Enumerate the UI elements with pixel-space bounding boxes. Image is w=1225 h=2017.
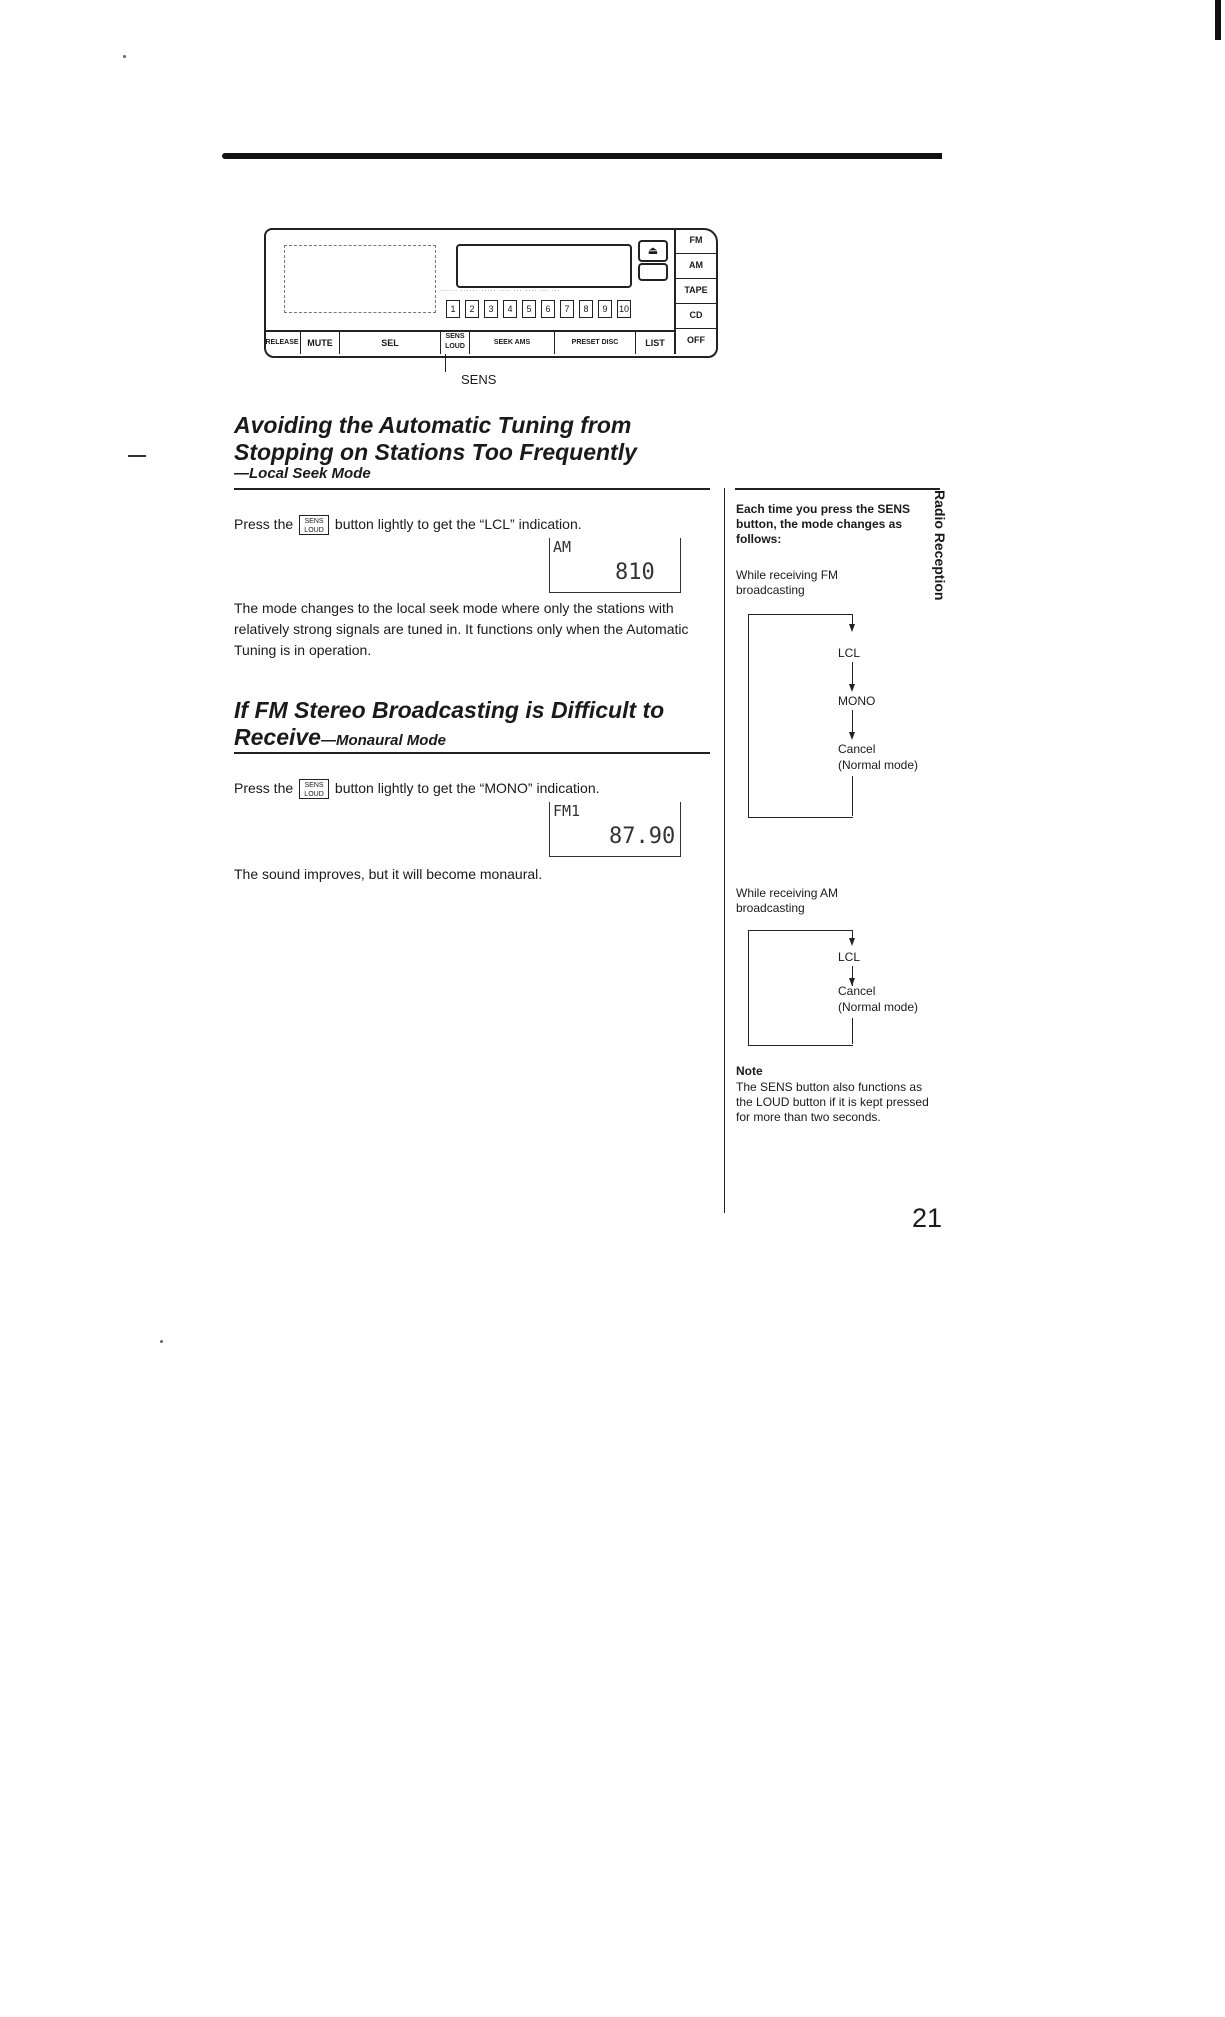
flow-line bbox=[852, 710, 853, 734]
lcd-band: AM bbox=[553, 538, 572, 556]
sidebar-intro: Each time you press the SENS button, the mode changes as follows: bbox=[736, 502, 911, 546]
am-button: AM bbox=[676, 253, 716, 279]
cd-button: CD bbox=[676, 303, 716, 329]
section1-title-line2: Stopping on Stations Too Frequently bbox=[234, 439, 637, 465]
mute-button: MUTE bbox=[301, 332, 340, 354]
instruction-suffix: button lightly to get the “LCL” indication. bbox=[334, 516, 582, 532]
sens-loud-button-icon bbox=[299, 779, 329, 799]
lcd-band: FM1 bbox=[553, 802, 581, 820]
release-button: RELEASE bbox=[264, 332, 301, 354]
arrow-down-icon bbox=[849, 684, 855, 692]
device-fine-print: ······ ······ ····· ···· ··· ···· ··· ··· bbox=[440, 288, 561, 294]
section1-instruction bbox=[234, 514, 582, 535]
fm-step-cancel: Cancel bbox=[838, 742, 876, 756]
icon-bottom-label: LOUD bbox=[304, 527, 324, 535]
arrow-down-icon bbox=[849, 938, 855, 946]
fm-button: FM bbox=[676, 228, 716, 254]
instruction-prefix: Press the bbox=[234, 780, 294, 796]
fm-heading: While receiving FM broadcasting bbox=[736, 568, 839, 597]
lcd-mono-display bbox=[549, 802, 681, 858]
am-step-normal: (Normal mode) bbox=[838, 1000, 919, 1014]
arrow-down-icon bbox=[849, 624, 855, 632]
scan-speck bbox=[160, 1340, 163, 1343]
scan-speck bbox=[123, 55, 126, 58]
sens-callout-label: SENS bbox=[461, 372, 497, 387]
section2-subtitle: —Monaural Mode bbox=[320, 732, 446, 749]
icon-bottom-label: LOUD bbox=[304, 791, 324, 799]
section1-body: The mode changes to the local seek mode where only the stations with relatively strong signals are tuned in. It functions only when the Automatic Tuning is in operation. bbox=[234, 600, 689, 658]
lcd-frequency: 87.90 bbox=[609, 824, 676, 849]
off-button: OFF bbox=[687, 335, 705, 345]
section2-body: The sound improves, but it will become monaural. bbox=[234, 866, 543, 882]
fm-step-normal: (Normal mode) bbox=[838, 758, 919, 772]
device-bottom-row bbox=[264, 330, 674, 356]
icon-top-label: SENS bbox=[304, 782, 324, 790]
preset-disc-button: PRESET DISC bbox=[555, 332, 636, 354]
page-number: 21 bbox=[912, 1203, 943, 1233]
source-buttons bbox=[674, 228, 716, 354]
section2-title bbox=[234, 697, 664, 754]
display-button bbox=[638, 263, 668, 281]
instruction-suffix: button lightly to get the “MONO” indication. bbox=[334, 780, 600, 796]
sens-loud-button-icon bbox=[299, 515, 329, 535]
preset-button: 7 bbox=[560, 300, 574, 318]
section2-title-line2-row bbox=[234, 724, 664, 754]
section2-title-line2: Receive bbox=[234, 724, 321, 750]
preset-button: 2 bbox=[465, 300, 479, 318]
note-text: The SENS button also functions as the LOUD button if it is kept pressed for more than two seconds. bbox=[736, 1080, 929, 1124]
section1-subtitle: —Local Seek Mode bbox=[234, 465, 371, 482]
preset-button: 5 bbox=[522, 300, 536, 318]
eject-icon: ⏏ bbox=[638, 240, 668, 262]
flow-line bbox=[852, 662, 853, 686]
list-button: LIST bbox=[645, 338, 665, 348]
flow-line bbox=[852, 776, 853, 816]
fm-step-mono: MONO bbox=[838, 694, 876, 708]
icon-top-label: SENS bbox=[304, 518, 324, 526]
section2-title-line1: If FM Stereo Broadcasting is Difficult to bbox=[234, 697, 665, 723]
flow-line bbox=[852, 614, 853, 624]
margin-mark bbox=[128, 455, 146, 457]
preset-button: 6 bbox=[541, 300, 555, 318]
section2-rule bbox=[234, 752, 710, 754]
sidebar-divider bbox=[724, 488, 725, 1213]
flow-loop-box bbox=[748, 614, 853, 818]
section1-title-line1: Avoiding the Automatic Tuning from bbox=[234, 412, 632, 438]
sens-loud-button: SENS LOUD bbox=[441, 332, 470, 354]
am-step-cancel: Cancel bbox=[838, 984, 876, 998]
lcd-frequency: 810 bbox=[615, 560, 655, 585]
section1-title bbox=[234, 412, 637, 466]
section-tab: Radio Reception bbox=[932, 490, 948, 601]
preset-button: 1 bbox=[446, 300, 460, 318]
sel-button: SEL bbox=[340, 332, 441, 354]
seek-ams-button: SEEK AMS bbox=[470, 332, 555, 354]
preset-button: 9 bbox=[598, 300, 612, 318]
fm-step-lcl: LCL bbox=[838, 646, 861, 660]
tape-button: TAPE bbox=[676, 278, 716, 304]
sens-callout-line bbox=[445, 354, 446, 372]
preset-button: 4 bbox=[503, 300, 517, 318]
instruction-prefix: Press the bbox=[234, 516, 294, 532]
header-rule bbox=[222, 153, 942, 159]
device-display-area bbox=[284, 245, 436, 313]
section1-rule bbox=[234, 488, 710, 490]
preset-button: 10 bbox=[617, 300, 631, 318]
device-lcd bbox=[456, 244, 632, 288]
lcd-lcl-display bbox=[549, 538, 681, 594]
am-step-lcl: LCL bbox=[838, 950, 861, 964]
preset-button: 8 bbox=[579, 300, 593, 318]
sidebar-rule bbox=[735, 488, 940, 490]
preset-button: 3 bbox=[484, 300, 498, 318]
flow-line bbox=[852, 1018, 853, 1044]
section2-instruction bbox=[234, 778, 600, 799]
preset-buttons bbox=[446, 300, 631, 318]
note-title: Note bbox=[736, 1064, 763, 1078]
arrow-down-icon bbox=[849, 732, 855, 740]
am-heading: While receiving AM broadcasting bbox=[736, 886, 839, 915]
corner-mark bbox=[1215, 0, 1221, 40]
